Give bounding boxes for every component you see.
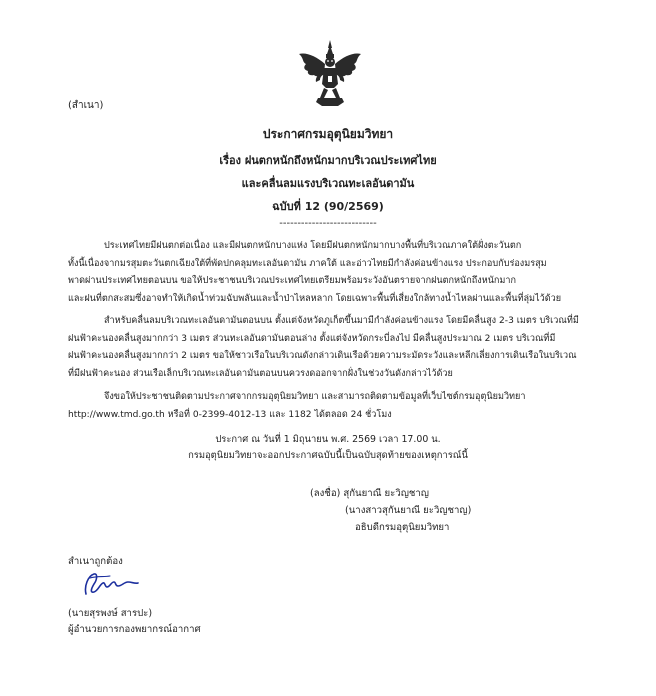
divider-line: --------------------------- bbox=[279, 218, 377, 229]
paragraph-line: ทั้งนี้เนื่องจากมรสุมตะวันตกเฉียงใต้ที่พัดปกคลุมทะเลอันดามัน ภาคใต้ และอ่าวไทยมีกำลังค่อนข้างแรง ประกอบกับร่องมรสุม bbox=[68, 258, 547, 269]
final-note: กรมอุตุนิยมวิทยาจะออกประกาศฉบับนี้เป็นฉบับสุดท้ายของเหตุการณ์นี้ bbox=[188, 450, 468, 461]
announced-date: ประกาศ ณ วันที่ 1 มิถุนายน พ.ศ. 2569 เวลา 17.00 น. bbox=[215, 434, 441, 445]
paragraph-line: และฝนที่ตกสะสมซึ่งอาจทำให้เกิดน้ำท่วมฉับพลันและน้ำป่าไหลหลาก โดยเฉพาะพื้นที่เสี่ยงใกล้ทางน้ำไหลผ่านและพื้นที่ลุ่มไว้ด้วย bbox=[68, 293, 562, 304]
subject-line-1: เรื่อง ฝนตกหนักถึงหนักมากบริเวณประเทศไทย bbox=[219, 154, 437, 167]
certifier-name: (นายสุรพงษ์ สารปะ) bbox=[68, 608, 153, 619]
signed-line: (ลงชื่อ) สุกันยาณี ยะวิญชาญ bbox=[310, 488, 429, 499]
signer-full-name: (นางสาวสุกันยาณี ยะวิญชาญ) bbox=[345, 505, 472, 516]
paragraph-line: http://www.tmd.go.th หรือที่ 0-2399-4012-13 และ 1182 ได้ตลอด 24 ชั่วโมง bbox=[68, 409, 392, 420]
paragraph-waves bbox=[68, 313, 590, 383]
paragraph-line: ประเทศไทยมีฝนตกต่อเนื่อง และมีฝนตกหนักบางแห่ง โดยมีฝนตกหนักมากบางพื้นที่บริเวณภาคใต้ฝั่งตะวันตก bbox=[104, 241, 522, 251]
paragraph-rain bbox=[68, 238, 590, 308]
certified-copy-label: สำเนาถูกต้อง bbox=[68, 556, 123, 567]
copy-label: (สำเนา) bbox=[68, 100, 104, 111]
paragraph-line: จึงขอให้ประชาชนติดตามประกาศจากกรมอุตุนิยมวิทยา และสามารถติดตามข้อมูลที่เว็บไซต์กรมอุตุนิยมวิทยา bbox=[104, 392, 526, 402]
garuda-emblem-icon bbox=[298, 40, 362, 106]
paragraph-contact bbox=[68, 389, 590, 424]
subject-line-2: และคลื่นลมแรงบริเวณทะเลอันดามัน bbox=[241, 177, 415, 190]
paragraph-line: ฝนฟ้าคะนองคลื่นสูงมากกว่า 2 เมตร ขอให้ชาวเรือในบริเวณดังกล่าวเดินเรือด้วยความระมัดระวังและหลีกเลี่ยงการเดินเรือในบริเวณ bbox=[68, 351, 577, 362]
paragraph-line: ฝนฟ้าคะนองคลื่นสูงมากกว่า 3 เมตร ส่วนทะเลอันดามันตอนล่าง ตั้งแต่จังหวัดกระบี่ลงไป มีคลื่นสูงประมาณ 2 เมตร บริเวณที่มี bbox=[68, 333, 556, 344]
paragraph-line: ที่มีฝนฟ้าคะนอง ส่วนเรือเล็กบริเวณทะเลอันดามันตอนบนควรงดออกจากฝั่งในช่วงวันดังกล่าวไว้ด้วย bbox=[68, 368, 453, 379]
signer-position: อธิบดีกรมอุตุนิยมวิทยา bbox=[355, 522, 450, 533]
paragraph-line: พาดผ่านประเทศไทยตอนบน ขอให้ประชาชนบริเวณประเทศไทยเตรียมพร้อมระวังอันตรายจากฝนตกหนักถึงหนักมาก bbox=[68, 276, 517, 287]
paragraph-line: สำหรับคลื่นลมบริเวณทะเลอันดามันตอนบน ตั้งแต่จังหวัดภูเก็ตขึ้นมามีกำลังค่อนข้างแรง โดยมีคลื่นสูง 2-3 เมตร บริเวณที่มี bbox=[104, 316, 579, 326]
issue-number: ฉบับที่ 12 (90/2569) bbox=[272, 200, 384, 213]
handwritten-signature-icon bbox=[80, 568, 142, 598]
document-title: ประกาศกรมอุตุนิยมวิทยา bbox=[262, 127, 394, 141]
certifier-position: ผู้อำนวยการกองพยากรณ์อากาศ bbox=[68, 624, 201, 635]
